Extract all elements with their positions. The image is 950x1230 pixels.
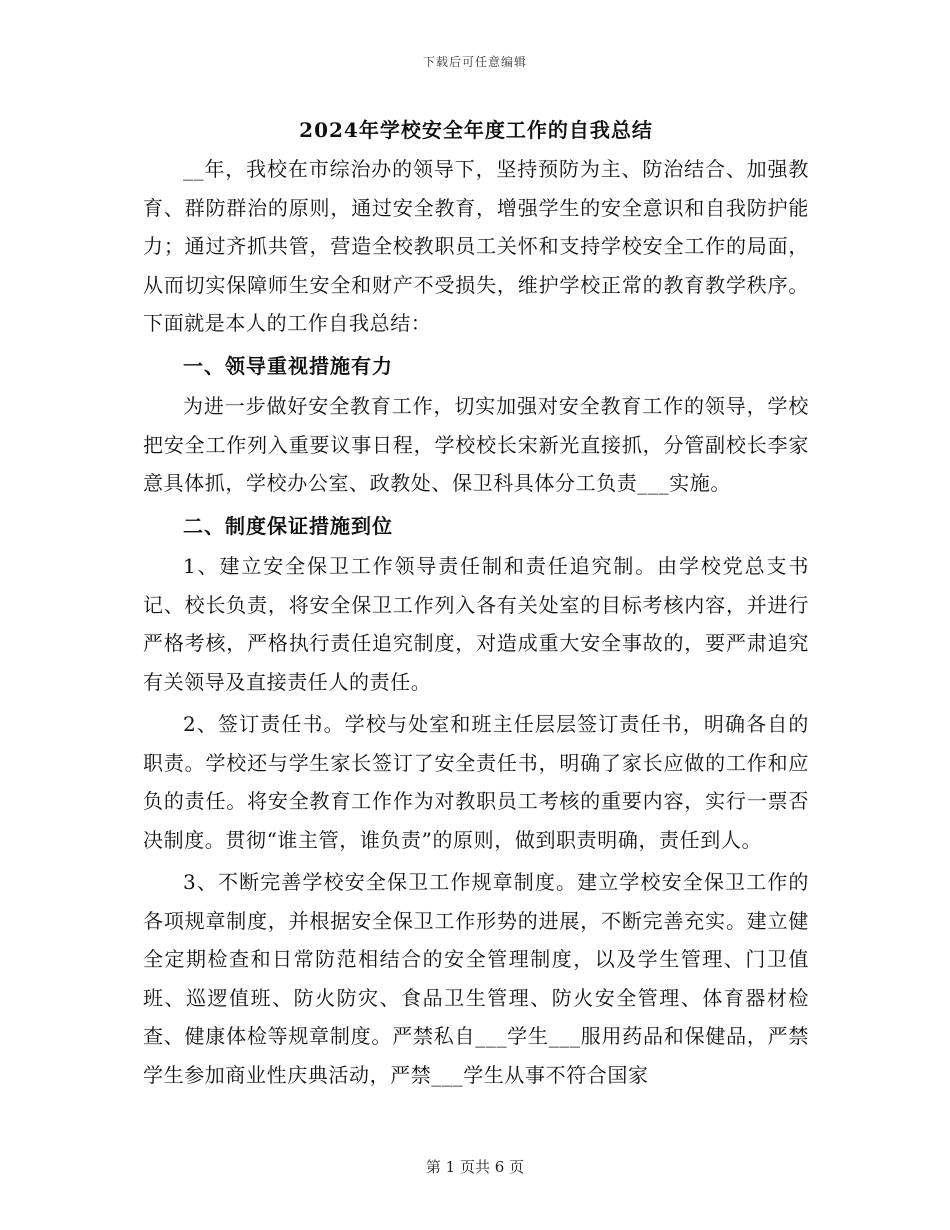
list-item-improve-rules: 3、不断完善学校安全保卫工作规章制度。建立学校安全保卫工作的各项规章制度，并根据安全保卫工作形势的进展，不断完善充实。建立健全定期检查和日常防范相结合的安全管理制度，以及学生管理、门卫值班、巡逻值班、防火防灾、食品卫生管理、防火安全管理、体育器材检查、健康体检等规章制度。严禁私自___学生___服用药品和保健品，严禁学生参加商业性庆典活动，严禁___学生从事不符合国家	[143, 870, 809, 1087]
intro-paragraph: __年，我校在市综治办的领导下，坚持预防为主、防治结合、加强教育、群防群治的原则，通过安全教育，增强学生的安全意识和自我防护能力；通过齐抓共管，营造全校教职员工关怀和支持学校安全工作的局面，从而切实保障师生安全和财产不受损失，维护学校正常的教育教学秩序。下面就是本人的工作自我总结：	[143, 157, 809, 335]
header-note: 下载后可任意编辑	[422, 55, 527, 69]
list-item-responsibility-system: 1、建立安全保卫工作领导责任制和责任追究制。由学校党总支书记、校长负责，将安全保卫工作列入各有关处室的目标考核内容，并进行严格考核，严格执行责任追究制度，对造成重大安全事故的，要严肃追究有关领导及直接责任人的责任。	[143, 554, 809, 694]
page-number: 第 1 页共 6 页	[425, 1158, 525, 1176]
section-heading-leadership: 一、领导重视措施有力	[183, 353, 393, 378]
document-title: 2024年学校安全年度工作的自我总结	[299, 118, 653, 142]
document-body	[143, 113, 809, 1094]
list-item-sign-responsibility: 2、签订责任书。学校与处室和班主任层层签订责任书，明确各自的职责。学校还与学生家长签订了安全责任书，明确了家长应做的工作和应负的责任。将安全教育工作作为对教职员工考核的重要内容，实行一票否决制度。贯彻“谁主管，谁负责”的原则，做到职责明确，责任到人。	[143, 712, 809, 852]
section-paragraph-leadership: 为进一步做好安全教育工作，切实加强对安全教育工作的领导，学校把安全工作列入重要议事日程，学校校长宋新光直接抓，分管副校长李家意具体抓，学校办公室、政教处、保卫科具体分工负责___实施。	[143, 394, 809, 495]
section-heading-system: 二、制度保证措施到位	[183, 513, 393, 538]
